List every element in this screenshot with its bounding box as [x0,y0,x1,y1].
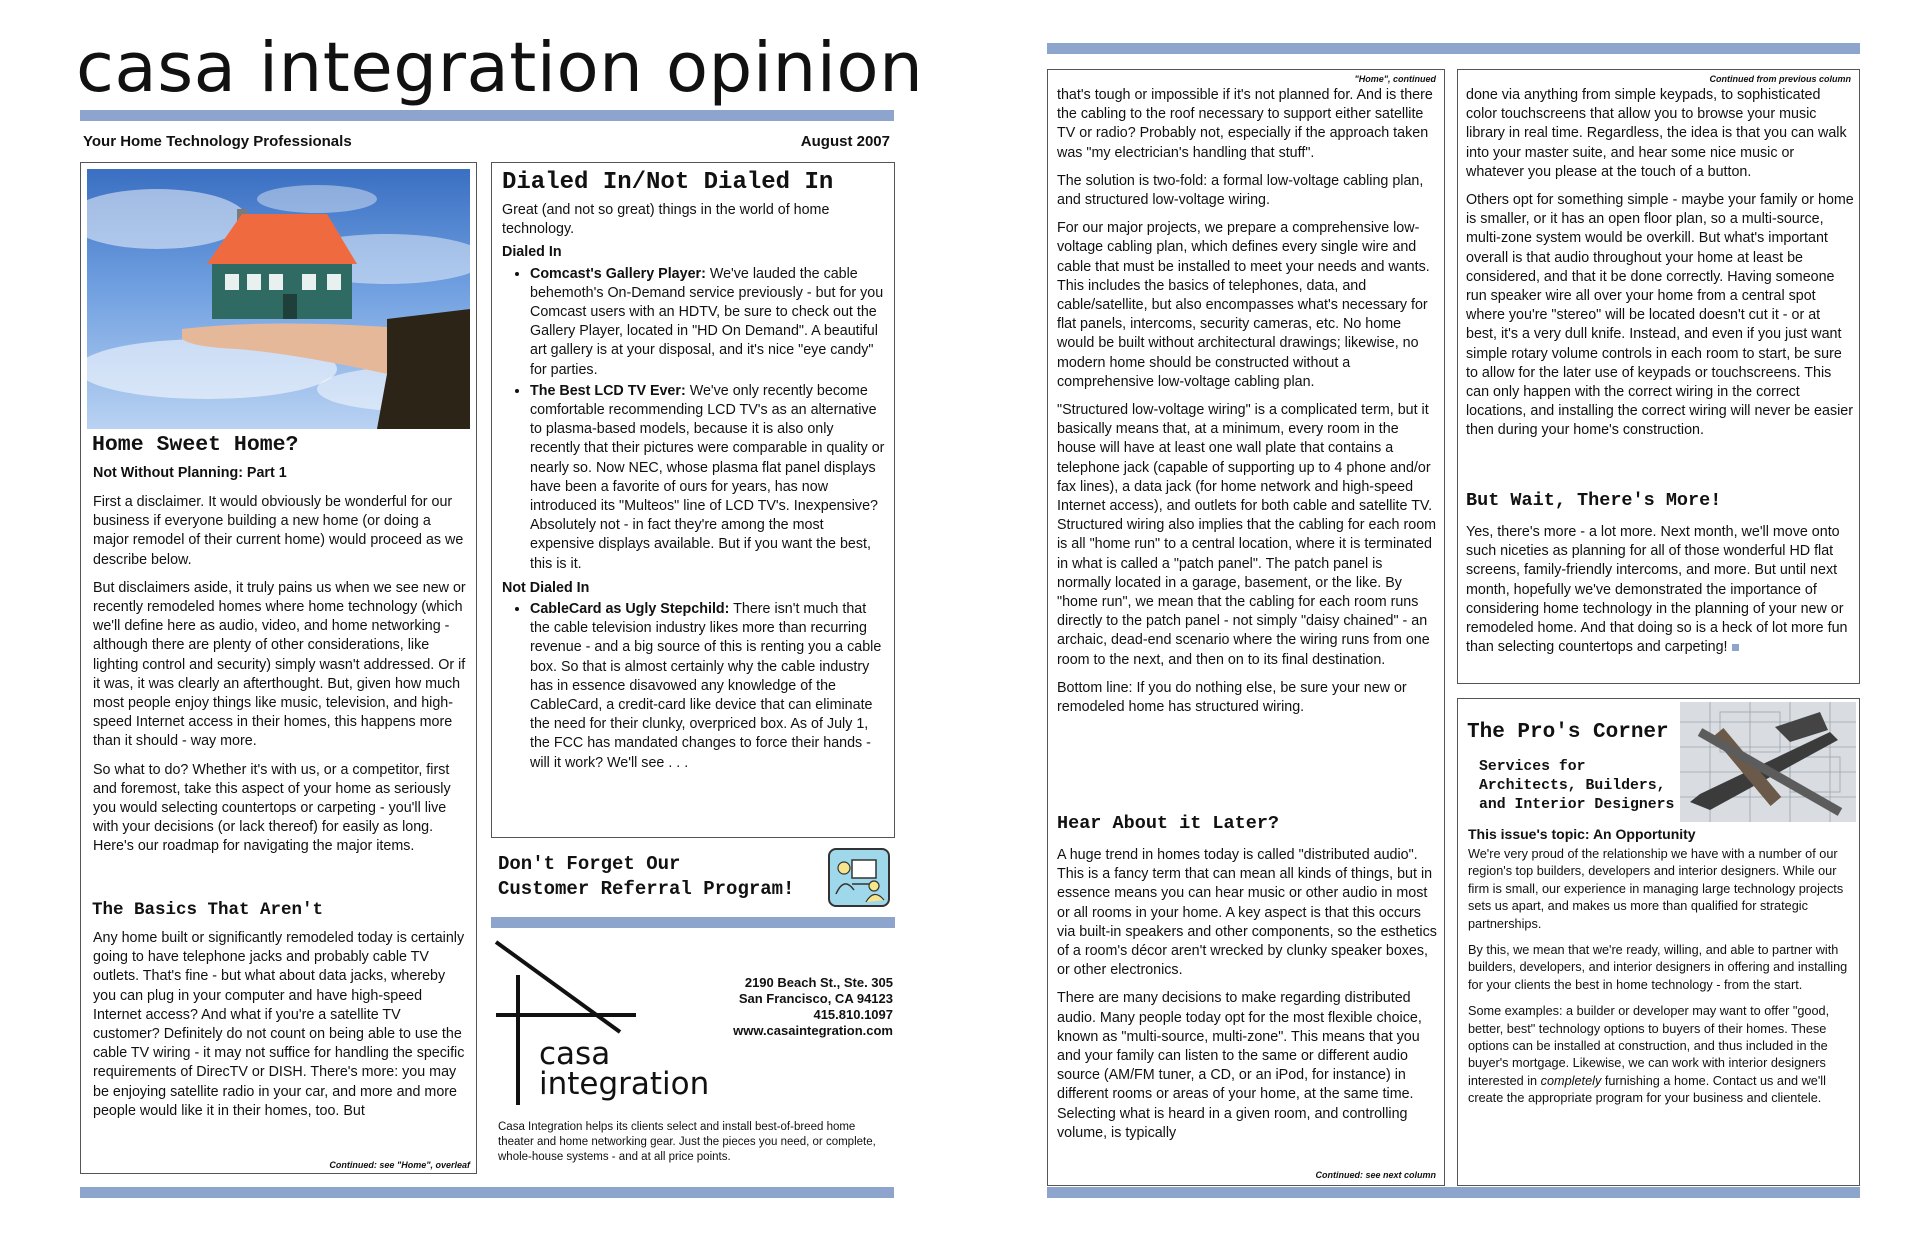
more-text: Yes, there's more - a lot more. Next month, we'll move onto such niceties as planning for all of those wonderful HD flat screens, family-friendly intercoms, and more. But until next month, hopefully we've demonstrated the importance of considering home technology in the planning of your new or remodeled home. And that doing so is a heck of lot more fun than selecting countertops and carpeting! [1466,524,1848,656]
paragraph: First a disclaimer. It would obviously be wonderful for our business if everyone building a new home (or doing a major remodel of their current home) would proceed as we describe below. [93,494,464,568]
issue-date: August 2007 [800,133,890,150]
masthead-title: casa integration opinion [76,28,924,108]
paragraph: that's tough or impossible if it's not planned for. And is there the cabling to the roof necessary to support either satellite TV or radio? Probably not, especially if the approach taken was "my electrician's handling that stuff". [1057,87,1433,161]
house-in-hand-image [87,169,470,429]
paragraph: So what to do? Whether it's with us, or a competitor, first and foremost, take this aspect of your home as seriously you would selecting countertops or carpeting - you'll live with your decisions (or lack thereof) for easily as long. Here's our roadmap for navigating the major items. [93,761,451,855]
paragraph: done via anything from simple keypads, to sophisticated color touchscreens that allow you to browse your music library in real time. Regardless, the idea is that you can walk into your master suite, and hear some nice music or whatever you please at the touch of a button. [1466,87,1847,180]
home-continued-body [1057,86,1439,726]
pros-body [1468,846,1854,1117]
home-article-title: Home Sweet Home? [92,433,299,457]
address-line-2: San Francisco, CA 94123 [738,991,893,1006]
continued-bottom-note: Continued: see next column [1315,1170,1436,1180]
paragraph: By this, we mean that we're ready, willing, and able to partner with builders, developers, and interior designers in offering and installing for your clients the best in home technology - from the start. [1468,943,1848,992]
paragraph [1468,1003,1854,1107]
emphasis: completely [1540,1073,1602,1088]
more-body [1466,523,1854,657]
not-dialed-list [502,600,886,773]
home-article-box [80,162,477,1174]
list-item [530,382,886,574]
dialed-in-box [491,162,895,838]
end-mark-icon [1732,644,1739,651]
item-text: We've only recently become comfortable recommending LCD TV's as an alternative to plasma-based models, because it is also only recently that their pictures were comparable in quality or nearly so. Now NEC, whose plasma flat panel displays have been a favorite of ours for years, has now introduced its "Multeos" line of LCD TV's. Inexpensive? Absolutely not - in fact they're among the most expensive displays available. But if you want the best, this is it. [530,382,885,572]
paragraph: The solution is two-fold: a formal low-voltage cabling plan, and structured low-voltage wiring. [1057,172,1424,209]
page2-top-rule [1047,43,1860,54]
paragraph: Others opt for something simple - maybe your family or home is smaller, or it has an open floor plan, so a multi-source, multi-zone system would be overkill. But what's important overall is that audio throughout your home at least be considered, and that it be done correctly. Having someone run speaker wire all over your home from a central spot where you're "stereo" will be located doesn't cut it - or at best, it's a very dull knife. Instead, and even if you just want simple rotary volume controls in each room to start, be sure to allow for the later use of keypads or touchscreens. This can only happen with the correct wiring in the correct locations, and installing the correct wiring will never be easier then during your home's construction. [1466,192,1854,439]
paragraph: There are many decisions to make regarding distributed audio. Many people today opt for the most flexible choice, known as "multi-source, multi-zone". This means that you and your family can listen to the same or different audio source (AM/FM tuner, a CD, or an iPod, for instance) in different rooms or areas of your home, at the same time. Selecting what is heard in a given room, and controlling volume, is typically [1057,990,1422,1141]
paragraph: A huge trend in homes today is called "distributed audio". This is a fancy term that can mean all kinds of things, but in essence means you can hear music or other audio in most or all rooms in your home. A key aspect is that this occurs via built-in speakers and other components, so the esthetics of a room's décor aren't wrecked by clunky speaker boxes, or other electronics. [1057,847,1437,979]
paragraph: "Structured low-voltage wiring" is a complicated term, but it basically means that, at a minimum, every room in the house will have at least one wall plate that contains a telephone jack (capable of supporting up to 4 phone and/or fax lines), a data jack (for home network and high-speed Internet access), and outlets for both cable and satellite TV. Structured wiring also implies that the cabling for each room is all "home run" to a central location, where it is terminated in what is called a "patch panel". The patch panel is normally located in a garage, basement, or the like. By "home run", we mean that the cabling for each room runs directly to the patch panel - not simply "daisy chained" - an archaic, dead-end scenario where the wiring runs from one room to the next, and then on to its final destination. [1057,402,1437,668]
not-dialed-heading: Not Dialed In [502,579,590,596]
pros-title: The Pro's Corner [1467,721,1669,744]
dialed-in-list [502,265,886,574]
masthead-rule [80,110,894,121]
hear-title: Hear About it Later? [1057,813,1280,834]
home-article-body [93,493,469,866]
website-link[interactable]: www.casaintegration.com [733,1023,893,1038]
item-name: Comcast's Gallery Player: [530,265,706,282]
address-line-1: 2190 Beach St., Ste. 305 [744,975,893,990]
paragraph: Bottom line: If you do nothing else, be sure your new or remodeled home has structured wiring. [1057,679,1407,716]
paragraph-text: furnishing a home. Contact us and we'll create the appropriate program for your business and clientele. [1468,1073,1826,1106]
dialed-in-heading: Dialed In [502,244,562,261]
paragraph-text: Some examples: a builder or developer may want to offer "good, better, best" technology options to buyers of their homes. These options can be installed at construction, and thus included in the buyer's mortgage. Likewise, we can work with interior designers interested in [1468,1004,1830,1088]
dialed-intro: Great (and not so great) things in the world of home technology. [502,202,830,238]
pros-subtitle-line: Services for [1479,759,1586,775]
pros-topic: This issue's topic: An Opportunity [1468,826,1696,842]
referral-clipart-icon [828,848,890,907]
logo-word-integration: integration [539,1066,710,1102]
dialed-title: Dialed In/Not Dialed In [502,169,834,196]
page2-bottom-rule [1047,1187,1860,1198]
continued-from-note: Continued from previous column [1709,74,1851,84]
audio-continued-body [1466,86,1854,450]
pros-subtitle [1479,758,1674,815]
paragraph: We're very proud of the relationship we have with a number of our region's top builders, developers and interior designers. While our firm is small, our experience in managing large technology projects sets us apart, and makes us more than qualified for strategic partnerships. [1468,847,1844,931]
paragraph: But disclaimers aside, it truly pains us when we see new or recently remodeled homes where home technology (which we'll define here as audio, video, and home networking - although there are plenty of other considerations, like lighting control and security) simply wasn't addressed. Or if it was, it was clearly an afterthought. But, given how much most people enjoy things like music, television, and high-speed Internet access in their homes, this happens more than it should - way more. [93,579,466,750]
home-article-subtitle: Not Without Planning: Part 1 [93,465,287,481]
company-blurb: Casa Integration helps its clients select and install best-of-breed home theater and home networking gear. Just the pieces you need, or complete, whole-house systems - and at all price points. [498,1121,876,1163]
referral-rule [491,917,895,928]
pros-corner-box [1457,698,1860,1186]
paragraph: For our major projects, we prepare a comprehensive low-voltage cabling plan, which defines every single wire and cable that must be installed to meet your needs and wants. This includes the basics of telephones, data, and cable/satellite, but also encompasses what's necessary for flat panels, intercoms, security cameras, etc. No home would be built without architectural drawings; likewise, no modern home should be constructed without a comprehensive low-voltage cabling plan. [1057,220,1430,390]
company-address [660,975,893,1039]
basics-body: Any home built or significantly remodeled today is certainly going to have telephone jacks and probably cable TV outlets. That's fine - but what about data jacks, whereby you can plug in your computer and have high-speed Internet access? And what if you're a satellite TV customer? Definitely do not count on being able to use the cable TV wiring - it may not suffice for handling the specific requirements of DirecTV or DISH. There's more: you may be enjoying satellite radio in your car, and more and more people would like it in their homes, too. But [93,930,465,1119]
home-continued-box [1047,69,1445,1186]
item-name: CableCard as Ugly Stepchild: [530,601,730,618]
pros-subtitle-line: and Interior Designers [1479,797,1675,813]
logo-word-casa: casa [539,1036,611,1072]
item-text: We've lauded the cable behemoth's On-Demand service previously - but for you Comcast users with an HDTV, be sure to check out the Gallery Player, located in "HD On Demand". A beautiful art gallery is at your disposal, and it's nice "eye candy" for parties. [530,265,884,378]
audio-continued-box [1457,69,1860,684]
dialed-body [502,201,886,775]
continued-top-note: "Home", continued [1354,74,1436,84]
continued-note: Continued: see "Home", overleaf [329,1160,470,1170]
referral-line-1: Don't Forget Our [498,853,681,875]
item-name: The Best LCD TV Ever: [530,382,686,399]
item-text: There isn't much that the cable television industry likes more than recurring revenue - and a big source of this is renting you a cable box. So that is almost certainly why the cable industry has in essence disavowed any knowledge of the CableCard, a credit-card like device that can eliminate the need for their clunky, overpriced box. As of July 1, the FCC has mandated changes to force their hands - will it work? We'll see . . . [530,601,882,771]
list-item [530,600,886,773]
tools-blueprint-image [1680,702,1856,822]
masthead-tagline: Your Home Technology Professionals [83,133,352,150]
list-item [530,265,886,380]
basics-title: The Basics That Aren't [92,900,324,920]
more-title: But Wait, There's More! [1466,490,1722,511]
referral-line-2: Customer Referral Program! [498,878,795,900]
phone-number: 415.810.1097 [813,1007,893,1022]
hear-body [1057,846,1439,1152]
page1-bottom-rule [80,1187,894,1198]
pros-subtitle-line: Architects, Builders, [1479,778,1666,794]
